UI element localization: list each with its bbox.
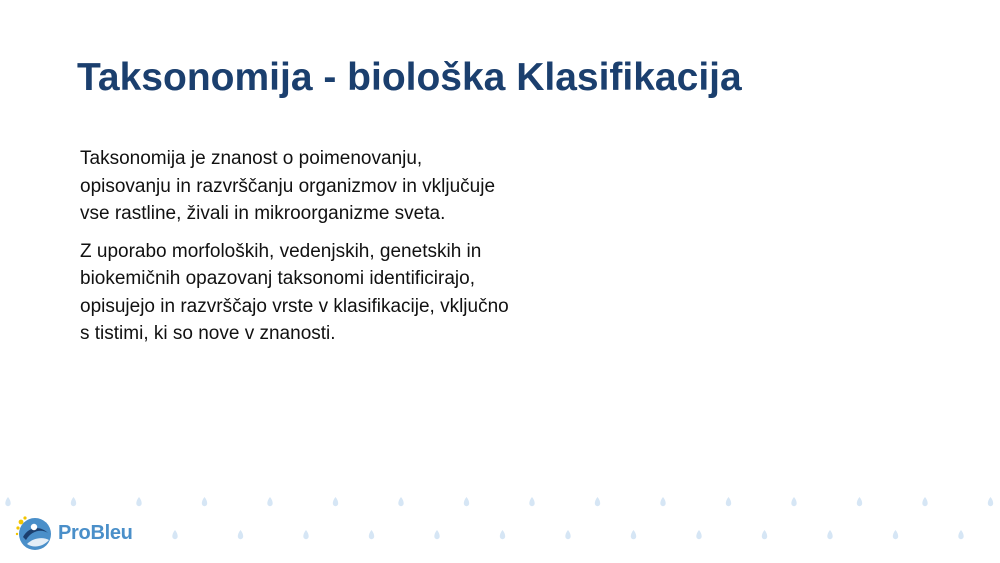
probleu-logo <box>14 513 133 553</box>
water-drop-icon <box>696 530 701 539</box>
water-drop-icon <box>71 497 76 506</box>
water-drop-icon <box>988 497 993 506</box>
probleu-logo-icon <box>14 513 54 553</box>
water-drop-icon <box>303 530 308 539</box>
water-drop-icon <box>958 530 963 539</box>
water-drop-icon <box>827 530 832 539</box>
water-drop-icon <box>136 497 141 506</box>
water-drop-icon <box>791 497 796 506</box>
water-drop-icon <box>857 497 862 506</box>
water-drop-icon <box>595 497 600 506</box>
water-drop-icon <box>434 530 439 539</box>
water-drop-icon <box>369 530 374 539</box>
water-drop-icon <box>726 497 731 506</box>
water-drop-icon <box>267 497 272 506</box>
water-drop-icon <box>172 530 177 539</box>
slide-title: Taksonomija - biološka Klasifikacija <box>77 56 742 99</box>
water-drop-icon <box>500 530 505 539</box>
paragraph-1: Taksonomija je znanost o poimenovanju, opisovanju in razvrščanju organizmov in vključuje vse rastline, živali in mikroorganizme sveta. <box>80 148 496 224</box>
water-drop-icon <box>5 497 10 506</box>
slide-body <box>80 145 510 358</box>
water-drop-icon <box>893 530 898 539</box>
water-drop-pattern <box>0 488 1000 563</box>
water-drop-icon <box>565 530 570 539</box>
paragraph-2: Z uporabo morfoloških, vedenjskih, genetskih in biokemičnih opazovanj taksonomi identificirajo, opisujejo in razvrščajo vrste v klasifikacije, vključno s tistimi, ki so nove v znanosti. <box>80 240 509 344</box>
water-drop-icon <box>238 530 243 539</box>
water-drop-icon <box>660 497 665 506</box>
water-drop-icon <box>333 497 338 506</box>
water-drop-icon <box>922 497 927 506</box>
water-drop-icon <box>762 530 767 539</box>
water-drop-icon <box>398 497 403 506</box>
water-drop-icon <box>202 497 207 506</box>
water-drop-icon <box>631 530 636 539</box>
logo-text: ProBleu <box>58 521 133 544</box>
water-drop-icon <box>529 497 534 506</box>
water-drop-icon <box>464 497 469 506</box>
